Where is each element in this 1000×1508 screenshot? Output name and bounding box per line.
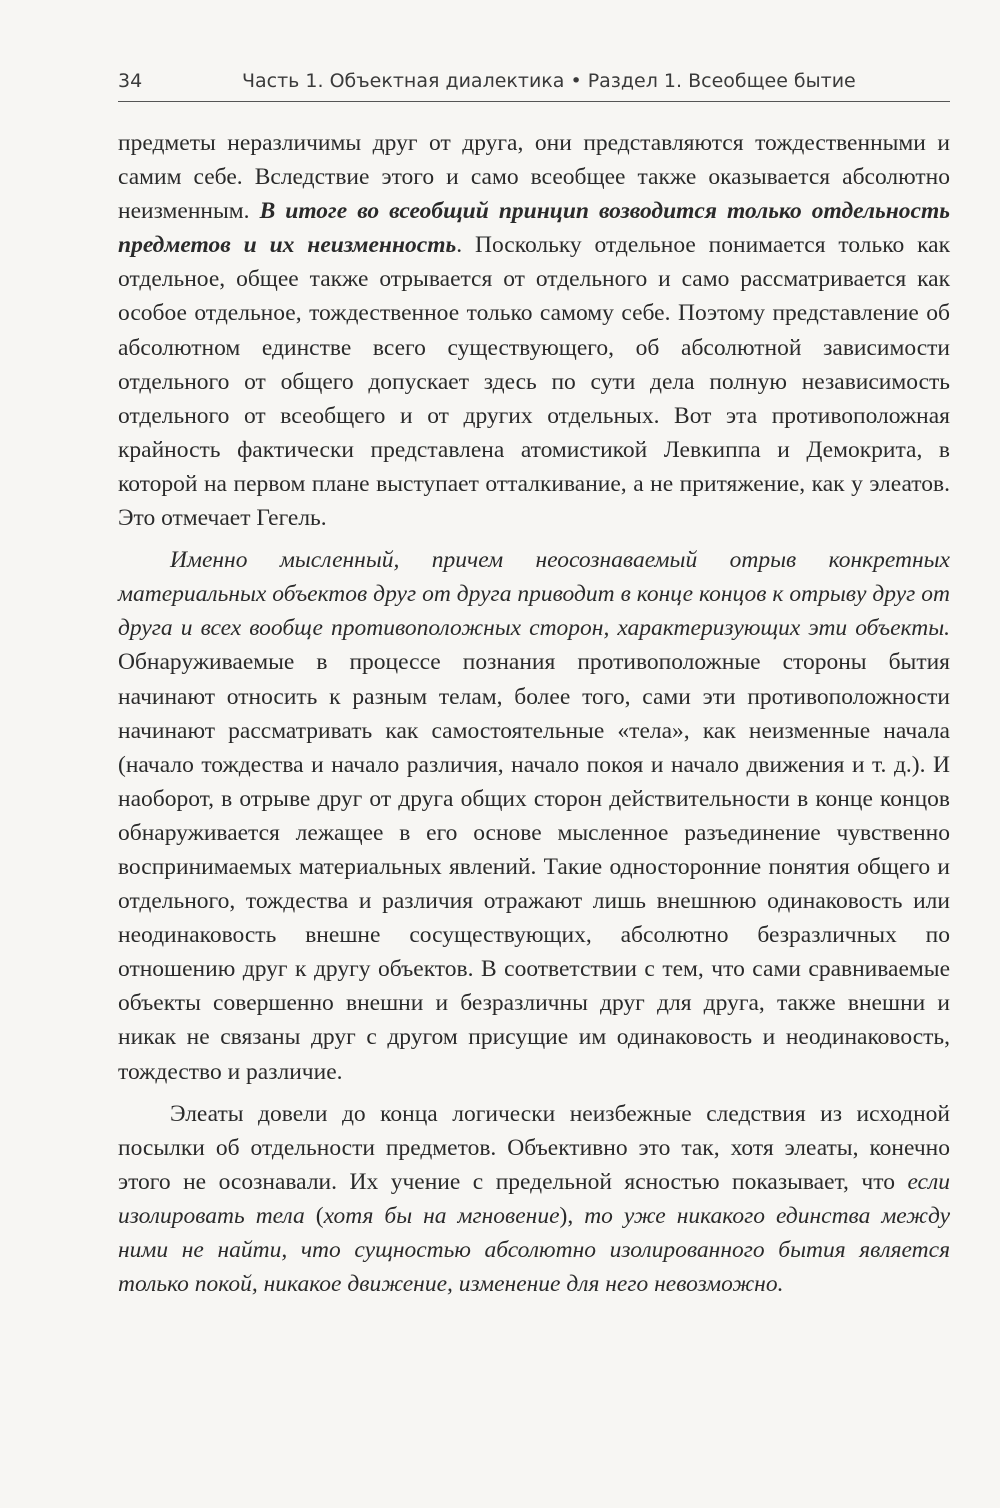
paragraph-3 [118,1097,950,1302]
bold-italic-emphasis: В итоге во всеобщий принцип возводится только отдельность предметов и их неизменность [118,198,950,259]
page-number: 34 [118,70,143,92]
italic-emphasis: если изолировать тела [118,1168,950,1229]
text-run: ), [559,1202,585,1229]
text-run: . Поскольку отдельное понимается только как отдельное, общее также отрывается от отдельного и само рассматривается как особое отдельное, тождественное только самому себе. Поэтому представление об абсолютном единстве всего существующего, об абсолютной зависимости отдельного от общего допускает здесь по сути дела полную независимость отдельного от всеобщего и от других отдельных. Вот эта противоположная крайность фактически представлена атомистикой Левкиппа и Демокрита, в которой на первом плане выступает отталкивание, а не притяжение, как у элеатов. Это отмечает Гегель. [118,232,951,532]
paragraph-2 [118,543,950,1089]
running-header [118,70,950,100]
text-run: ( [304,1202,324,1229]
text-run: Обнаруживаемые в процессе познания противоположные стороны бытия начинают относить к разным телам, более того, сами эти противоположности начинают рассматривать как самостоятельные «тела», как неизменные начала (начало тождества и начало различия, начало покоя и начало движения и т. д.). И наоборот, в отрыве друг от друга общих сторон действительности в конце концов обнаруживается лежащее в его основе мысленное разъединение чувственно воспринимаемых материальных явлений. Такие односторонние понятия общего и отдельного, тождества и различия отражают лишь внешнюю одинаковость или неодинаковость внешне сосуществующих, абсолютно безразличных по отношению друг к другу объектов. В соответствии с тем, что сами сравниваемые объекты совершенно внешни и безразличны друг для друга, также внешни и никак не связаны друг с другом присущие им одинаковость и неодинаковость, тождество и различие. [118,649,950,1085]
text-run: Элеаты довели до конца логически неизбежные следствия из исходной посылки об отдельности предметов. Объективно это так, хотя элеаты, конечно этого не осознавали. Их учение с предельной ясностью показывает, что [118,1100,950,1195]
text-run: предметы неразличимы друг от друга, они представляются тождественными и самим себе. Вследствие этого и само всеобщее также оказывается абсолютно неизменным. [118,130,950,225]
italic-emphasis: то уже никакого единства между ними не найти, что сущностью абсолютно изолированного бытия является только покой, никакое движение, изменение для него невозможно. [118,1202,951,1298]
paragraph-1 [118,126,950,535]
running-title: Часть 1. Объектная диалектика • Раздел 1. Всеобщее бытие [242,70,856,92]
header-rule [118,101,950,102]
italic-emphasis: Именно мысленный, причем неосознаваемый отрыв конкретных материальных объектов друг от друга приводит в конце концов к отрыву друг от друга и всех вообще противоположных сторон, характеризующих эти объекты. [118,547,950,642]
body-text [118,126,950,1301]
italic-emphasis: хотя бы на мгновение [323,1202,560,1229]
